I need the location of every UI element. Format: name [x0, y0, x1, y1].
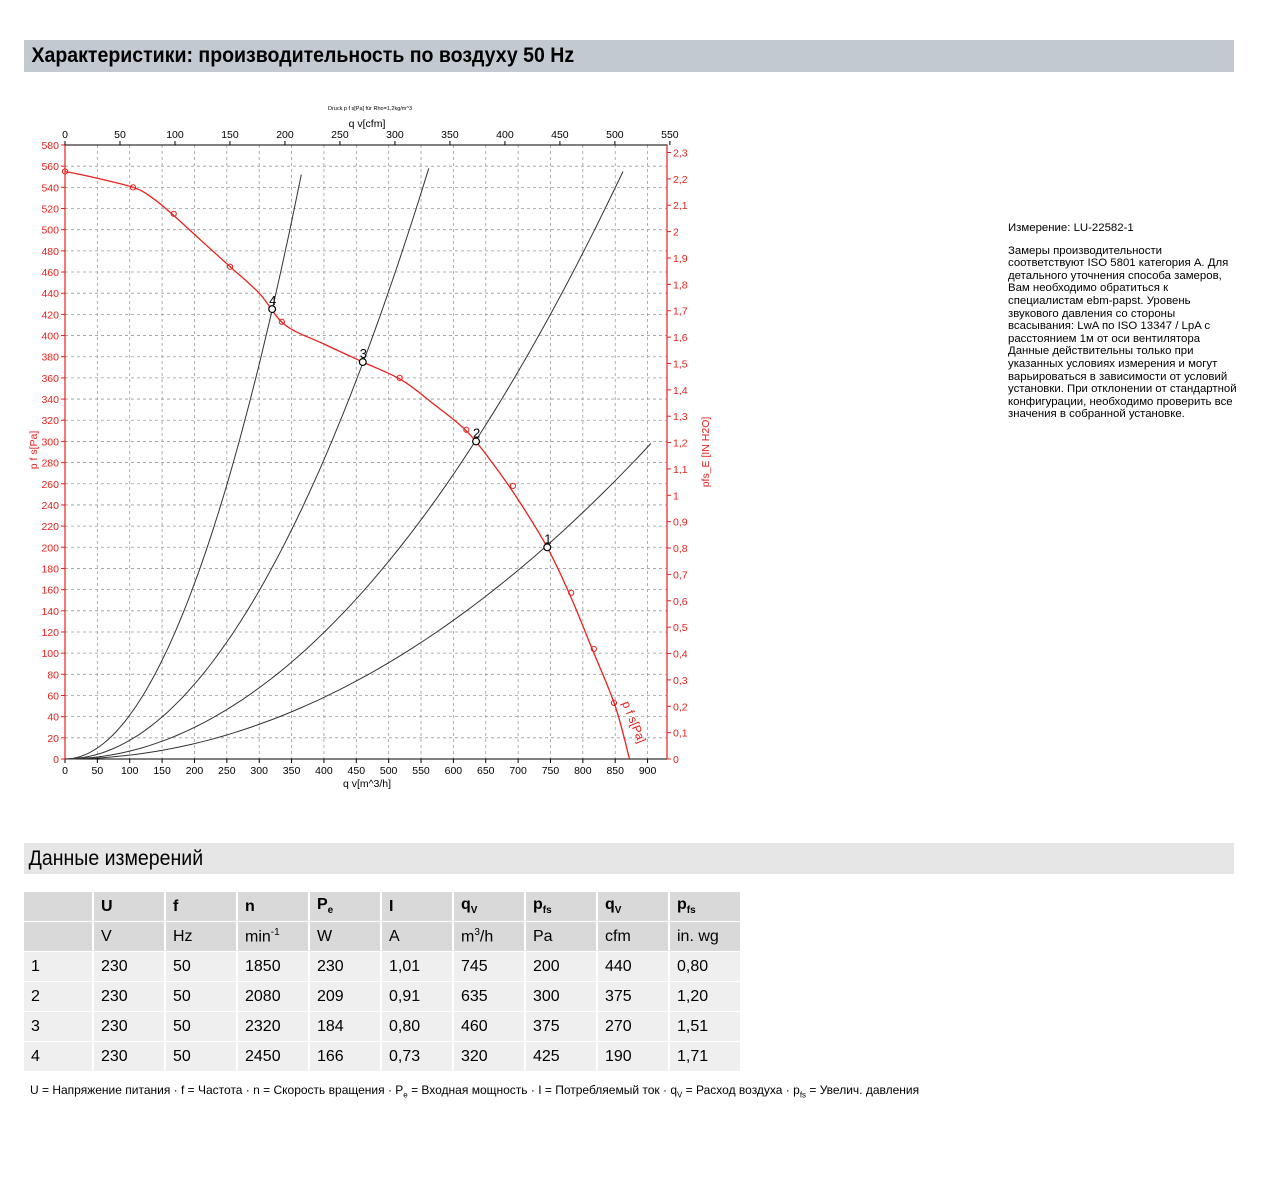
x-top-tick-label: 550	[661, 129, 679, 141]
table-row	[24, 1012, 742, 1042]
chart-labels	[28, 106, 712, 790]
table-row	[24, 952, 742, 982]
table-cell: 0,80	[670, 952, 742, 982]
y-tick-label: 80	[47, 669, 59, 682]
fan-curve	[65, 172, 630, 760]
y-tick-label: 240	[41, 499, 59, 512]
x-top-tick-label: 500	[606, 129, 624, 141]
table-row	[24, 1042, 742, 1072]
table-cell: 50	[166, 1042, 238, 1072]
y-tick-label: 540	[41, 182, 59, 195]
y-right-axis-title: pfs_E [IN H2O]	[700, 416, 712, 488]
y-right-tick-label: 1,8	[673, 279, 688, 292]
table-header-cell	[382, 892, 454, 922]
table-header-cell	[94, 892, 166, 922]
x-tick-label: 300	[250, 765, 268, 777]
measurement-marker	[510, 483, 515, 488]
y-right-tick-label: 1,3	[673, 411, 688, 424]
unit-suffix: /h	[479, 928, 494, 946]
table-unit-cell	[526, 922, 598, 952]
table-cell: 3	[24, 1012, 94, 1042]
y-tick-label: 100	[41, 648, 59, 661]
x-tick-label: 600	[444, 765, 463, 777]
table-cell: 270	[598, 1012, 670, 1042]
legend-text: = Увелич. давления	[806, 1083, 920, 1097]
y-tick-label: 40	[47, 711, 59, 724]
y-right-tick-label: 1	[673, 490, 679, 503]
x-top-axis-title: q v[cfm]	[348, 118, 386, 130]
x-top-tick-label: 0	[62, 129, 68, 141]
table-header-cell	[598, 892, 670, 922]
x-tick-label: 0	[62, 765, 68, 777]
table-unit-cell	[24, 922, 94, 952]
table-header-cell	[310, 892, 382, 922]
header-symbol: I	[389, 897, 394, 915]
x-tick-label: 100	[120, 765, 139, 777]
table-cell: 1	[24, 952, 94, 982]
table-unit-cell	[310, 922, 382, 952]
unit-text: V	[101, 927, 112, 945]
x-tick-label: 550	[412, 765, 430, 777]
table-cell: 190	[598, 1042, 670, 1072]
header-symbol: U	[101, 897, 113, 915]
system-curve-4	[65, 175, 301, 759]
table-header-cell	[670, 892, 742, 922]
chart-grid	[65, 145, 667, 759]
y-tick-label: 580	[41, 140, 59, 152]
y-tick-label: 160	[41, 584, 59, 597]
table-unit-cell	[670, 922, 742, 952]
y-tick-label: 380	[41, 351, 59, 364]
table-row	[24, 982, 742, 1012]
unit-superscript: -1	[270, 926, 280, 938]
table-cell: 375	[598, 982, 670, 1012]
table-cell: 2080	[238, 982, 310, 1012]
data-section-bar	[24, 843, 1234, 874]
x-tick-label: 250	[218, 765, 236, 777]
y-tick-label: 20	[47, 732, 59, 745]
x-top-tick-label: 100	[166, 129, 184, 141]
x-top-tick-label: 350	[441, 129, 459, 141]
operating-point-label-4: 4	[269, 293, 277, 309]
fan-curve-label: p f s[Pa]	[619, 698, 649, 745]
table-cell: 50	[166, 952, 238, 982]
y-tick-label: 280	[41, 457, 59, 470]
table-cell: 1,51	[670, 1012, 742, 1042]
y-right-tick-label: 1,5	[673, 358, 688, 371]
legend-subscript: V	[677, 1090, 683, 1100]
table-cell: 440	[598, 952, 670, 982]
table-cell: 230	[94, 952, 166, 982]
y-right-tick-label: 1,4	[673, 384, 688, 397]
y-tick-label: 180	[41, 563, 59, 576]
table-cell: 1,71	[670, 1042, 742, 1072]
y-tick-label: 120	[41, 626, 59, 639]
y-tick-label: 400	[41, 330, 59, 343]
system-curve-3	[65, 168, 429, 759]
y-tick-label: 200	[41, 542, 59, 555]
performance-chart	[0, 90, 730, 810]
y-tick-label: 500	[41, 224, 59, 237]
table-cell: 0,91	[382, 982, 454, 1012]
unit-text: A	[389, 927, 400, 945]
system-curve-1	[65, 444, 651, 760]
measurement-note	[1008, 222, 1238, 431]
table-unit-cell	[238, 922, 310, 952]
legend-text: = Расход воздуха · p	[682, 1083, 800, 1097]
unit-text: min	[245, 928, 271, 946]
x-tick-label: 50	[91, 765, 104, 777]
x-top-tick-label: 150	[221, 129, 239, 141]
table-cell: 745	[454, 952, 526, 982]
table-cell: 2450	[238, 1042, 310, 1072]
y-right-tick-label: 1,2	[673, 437, 688, 450]
y-right-tick-label: 0,5	[673, 622, 688, 635]
y-tick-label: 480	[41, 245, 59, 258]
y-right-tick-label: 1,1	[673, 463, 688, 476]
table-unit-cell	[166, 922, 238, 952]
table-header-cell	[454, 892, 526, 922]
header-subscript: fs	[686, 905, 696, 917]
y-tick-label: 60	[47, 690, 59, 703]
header-subscript: e	[327, 905, 334, 917]
unit-text: Hz	[173, 927, 193, 945]
measurement-id: Измерение: LU-22582-1	[1008, 222, 1134, 234]
y-right-tick-label: 0	[673, 754, 679, 766]
y-tick-label: 320	[41, 415, 59, 428]
x-top-tick-label: 50	[114, 129, 126, 141]
table-cell: 2320	[238, 1012, 310, 1042]
table-cell: 4	[24, 1042, 94, 1072]
table-cell: 50	[166, 1012, 238, 1042]
table-cell: 230	[310, 952, 382, 982]
y-tick-label: 260	[41, 478, 59, 491]
legend-text: = Входная мощность · I = Потребляемый ток · q	[407, 1083, 677, 1097]
y-tick-label: 460	[41, 267, 59, 280]
y-right-tick-label: 2,2	[673, 173, 688, 186]
header-symbol: p	[677, 896, 687, 914]
y-tick-label: 340	[41, 394, 59, 407]
header-symbol: P	[317, 896, 328, 914]
table-units-row	[24, 922, 742, 952]
y-right-tick-label: 0,4	[673, 648, 688, 661]
table-cell: 635	[454, 982, 526, 1012]
y-right-tick-label: 0,8	[673, 543, 688, 556]
measurement-description: Замеры производительности соответствуют ISO 5801 категория A. Для детального уточнения способа замеров, Вам необходимо обратиться к специалистам ebm-papst. Уровень звукового давления со стороны всасывания: LwA по ISO 13347 / LpA с расстоянием 1м от оси вентилятора Данные действительны только при указанных условиях измерения и могут варьироваться в зависимости от условий установки. При отклонении от стандартной конфигурации, необходимо проверить все значения в собранной установке.	[1008, 244, 1237, 421]
y-tick-label: 520	[41, 203, 59, 216]
y-tick-label: 420	[41, 309, 59, 322]
x-tick-label: 850	[606, 765, 624, 777]
x-tick-label: 700	[509, 765, 527, 777]
table-cell: 230	[94, 1012, 166, 1042]
y-axis-title: p f s[Pa]	[28, 430, 40, 470]
legend-subscript: fs	[799, 1090, 807, 1100]
unit-text: in. wg	[677, 927, 719, 945]
x-tick-label: 200	[185, 765, 204, 777]
unit-text: cfm	[605, 927, 631, 945]
table-cell: 166	[310, 1042, 382, 1072]
table-cell: 300	[526, 982, 598, 1012]
table-cell: 460	[454, 1012, 526, 1042]
table-cell: 209	[310, 982, 382, 1012]
y-tick-label: 140	[41, 605, 59, 618]
x-tick-label: 650	[476, 765, 495, 777]
table-header-cell	[166, 892, 238, 922]
table-header-cell	[238, 892, 310, 922]
chart-axes	[61, 141, 671, 763]
plot-frame	[65, 145, 667, 759]
y-right-tick-label: 0,7	[673, 569, 688, 582]
header-subscript: fs	[542, 905, 552, 917]
unit-text: W	[317, 927, 333, 945]
x-tick-label: 350	[282, 765, 301, 777]
table-cell: 230	[94, 1042, 166, 1072]
page-title: Характеристики: производительность по воздуху 50 Hz	[31, 44, 575, 67]
legend-subscript: e	[403, 1090, 408, 1100]
table-cell: 200	[526, 952, 598, 982]
y-right-tick-label: 0,1	[673, 727, 688, 740]
table-unit-cell	[382, 922, 454, 952]
x-tick-label: 800	[574, 765, 592, 777]
x-tick-label: 500	[379, 765, 398, 777]
y-tick-label: 0	[53, 754, 59, 766]
table-header-row	[24, 892, 742, 922]
table-unit-cell	[454, 922, 526, 952]
x-tick-label: 450	[347, 765, 366, 777]
table-cell: 1850	[238, 952, 310, 982]
table-header-cell	[526, 892, 598, 922]
legend-text: U = Напряжение питания · f = Частота · n = Скорость вращения · P	[30, 1083, 404, 1097]
system-curve-2	[65, 172, 623, 760]
header-symbol: q	[461, 896, 471, 914]
table-cell: 1,20	[670, 982, 742, 1012]
y-right-tick-label: 1,6	[673, 332, 688, 345]
x-top-tick-label: 400	[496, 129, 514, 141]
table-cell: 50	[166, 982, 238, 1012]
y-tick-label: 300	[41, 436, 59, 449]
header-subscript: V	[614, 905, 622, 917]
title-bar	[24, 40, 1234, 72]
measurement-table	[24, 892, 742, 1072]
y-right-tick-label: 1,9	[673, 252, 688, 265]
y-tick-label: 440	[41, 288, 59, 301]
y-right-tick-label: 0,6	[673, 595, 688, 608]
operating-point-label-1: 1	[544, 531, 552, 547]
data-section-title: Данные измерений	[28, 847, 204, 870]
table-legend	[30, 1083, 919, 1099]
table-cell: 1,01	[382, 952, 454, 982]
x-tick-label: 400	[315, 765, 333, 777]
y-right-tick-label: 2,1	[673, 200, 688, 213]
table-header-cell	[24, 892, 94, 922]
table-cell: 2	[24, 982, 94, 1012]
x-top-tick-label: 450	[551, 129, 569, 141]
operating-point-label-2: 2	[473, 425, 481, 441]
x-top-tick-label: 200	[276, 129, 294, 141]
x-tick-label: 900	[638, 765, 657, 777]
y-right-tick-label: 0,3	[673, 674, 688, 687]
chart-title: Druck p f s[Pa] für Rho=1,2kg/m^3	[327, 106, 413, 112]
y-right-tick-label: 0,2	[673, 701, 688, 714]
y-tick-label: 360	[41, 372, 59, 385]
table-unit-cell	[598, 922, 670, 952]
header-symbol: q	[605, 896, 615, 914]
unit-superscript: 3	[474, 926, 480, 938]
y-right-tick-label: 1,7	[673, 305, 688, 318]
header-symbol: n	[245, 897, 255, 915]
y-tick-label: 220	[41, 521, 59, 534]
unit-text: Pa	[533, 927, 553, 945]
operating-point-label-3: 3	[359, 346, 367, 362]
table-cell: 425	[526, 1042, 598, 1072]
table-cell: 375	[526, 1012, 598, 1042]
header-subscript: V	[470, 905, 478, 917]
table-cell: 230	[94, 982, 166, 1012]
x-tick-label: 150	[153, 765, 171, 777]
x-tick-label: 750	[541, 765, 560, 777]
header-symbol: p	[533, 896, 543, 914]
table-cell: 184	[310, 1012, 382, 1042]
header-symbol: f	[173, 897, 179, 915]
table-cell: 0,80	[382, 1012, 454, 1042]
unit-text: m	[461, 928, 475, 946]
table-unit-cell	[94, 922, 166, 952]
table-cell: 0,73	[382, 1042, 454, 1072]
y-right-tick-label: 0,9	[673, 516, 688, 529]
y-right-tick-label: 2,3	[673, 147, 688, 160]
table-cell: 320	[454, 1042, 526, 1072]
y-right-tick-label: 2	[673, 226, 679, 239]
x-axis-title: q v[m^3/h]	[342, 778, 392, 790]
x-top-tick-label: 300	[386, 129, 404, 141]
x-top-tick-label: 250	[331, 129, 349, 141]
y-tick-label: 560	[41, 161, 59, 174]
